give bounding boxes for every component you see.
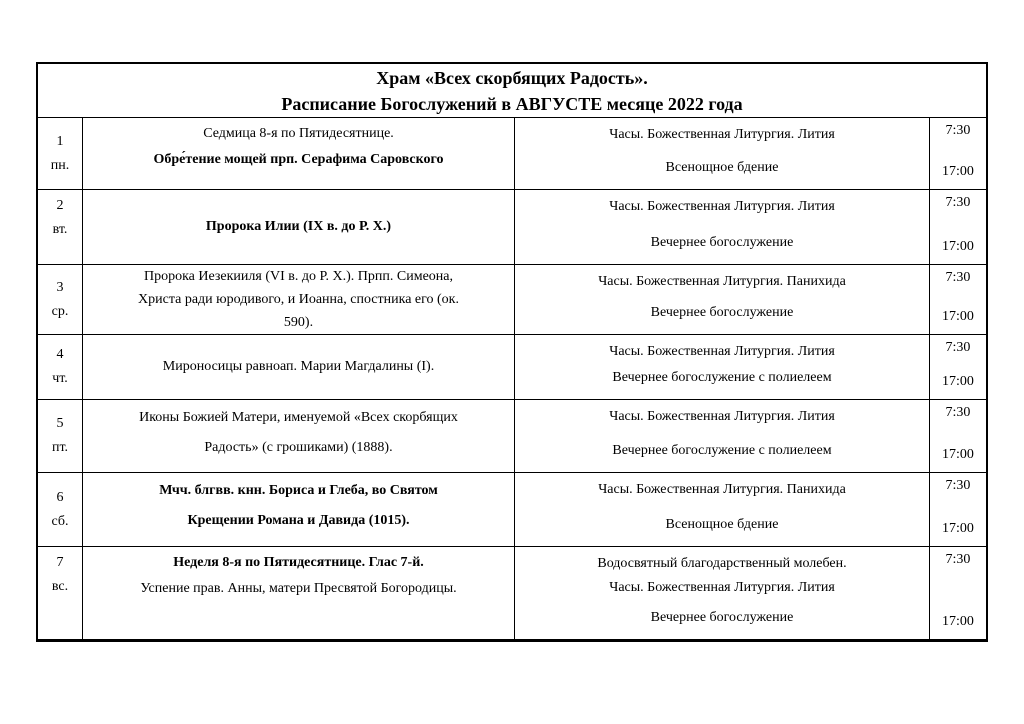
time-cell [929,473,986,546]
time-evening: 17:00 [942,614,974,629]
time-evening: 17:00 [942,521,974,536]
time-cell [929,118,986,189]
service-line: Всенощное бдение [665,517,779,532]
services-top [519,195,925,219]
day-weekday: вт. [52,222,68,237]
service-line: Часы. Божественная Литургия. Лития [609,344,835,359]
services-cell [514,335,929,399]
time-morning: 7:30 [945,195,971,210]
service-line: Часы. Божественная Литургия. Лития [609,127,835,142]
time-cell [929,400,986,472]
time-cell [929,335,986,399]
services-cell [514,473,929,546]
day-number: 5 [56,416,64,431]
table-row [38,189,986,264]
time-evening: 17:00 [942,164,974,179]
services-cell [514,118,929,189]
time-morning: 7:30 [945,270,971,285]
feast-line: Седмица 8-я по Пятидесятнице. [203,126,394,141]
day-cell [38,547,82,639]
feast-cell [82,190,514,264]
table-title [38,64,986,117]
services-top [519,405,925,429]
time-evening: 17:00 [942,239,974,254]
service-line: Часы. Божественная Литургия. Лития [609,580,835,595]
feast-cell [82,400,514,472]
service-line: Водосвятный благодарственный молебен. [597,556,847,571]
service-line: Часы. Божественная Литургия. Панихида [598,274,846,289]
services-cell [514,265,929,334]
services-cell [514,547,929,639]
service-line: Вечернее богослужение с полиелеем [612,443,832,458]
feast-cell [82,473,514,546]
time-morning: 7:30 [945,552,971,567]
time-evening: 17:00 [942,447,974,462]
day-cell [38,400,82,472]
feast-line: Крещении Романа и Давида (1015). [187,513,410,528]
service-line: Часы. Божественная Литургия. Лития [609,199,835,214]
table-row [38,399,986,472]
feast-line: Мироносицы равноап. Марии Магдалины (I). [162,359,435,374]
title-line-2: Расписание Богослужений в АВГУСТЕ месяце 2022 года [281,93,743,114]
table-row [38,334,986,399]
feast-cell [82,335,514,399]
day-number: 2 [56,198,64,213]
time-evening: 17:00 [942,374,974,389]
day-cell [38,335,82,399]
day-cell [38,265,82,334]
day-cell [38,118,82,189]
day-weekday: чт. [52,371,68,386]
feast-line: Иконы Божией Матери, именуемой «Всех скорбящих [139,410,458,425]
feast-line: Пророка Илии (IX в. до Р. Х.) [205,219,392,234]
table-row [38,546,986,639]
feast-line: Успение прав. Анны, матери Пресвятой Богородицы. [140,581,457,596]
feast-cell [82,118,514,189]
day-weekday: пт. [51,440,69,455]
day-number: 1 [56,133,64,149]
time-morning: 7:30 [945,340,971,355]
services-top [519,478,925,502]
services-top [519,270,925,294]
day-number: 7 [56,555,64,570]
day-number: 4 [56,347,64,362]
feast-line: Радость» (с грошиками) (1888). [204,440,393,455]
services-cell [514,400,929,472]
service-line: Вечернее богослужение [650,305,794,320]
services-top [519,552,925,600]
feast-line: Христа ради юродивого, и Иоанна, спостника его (ок. [138,292,459,307]
feast-cell [82,547,514,639]
day-weekday: вс. [51,579,69,594]
feast-cell [82,265,514,334]
day-number: 3 [56,279,64,295]
time-morning: 7:30 [945,123,971,138]
services-top [519,340,925,364]
time-cell [929,265,986,334]
service-line: Часы. Божественная Литургия. Лития [609,409,835,424]
time-morning: 7:30 [945,405,971,420]
day-weekday: пн. [50,157,70,173]
table-row [38,472,986,546]
feast-line: Мчч. блгвв. кнн. Бориса и Глеба, во Святом [159,483,438,498]
time-cell [929,547,986,639]
day-number: 6 [56,489,64,505]
feast-line: Пророка Иезекииля (VI в. до Р. Х.). Прпп. Симеона, [143,269,454,284]
table-row [38,264,986,334]
schedule-table [36,62,988,642]
day-weekday: сб. [51,513,69,529]
time-evening: 17:00 [942,309,974,324]
table-row [38,117,986,189]
service-line: Всенощное бдение [665,160,779,175]
day-cell [38,473,82,546]
services-cell [514,190,929,264]
day-weekday: ср. [51,303,69,319]
service-line: Часы. Божественная Литургия. Панихида [598,482,846,497]
service-line: Вечернее богослужение [650,235,794,250]
time-morning: 7:30 [945,478,971,493]
day-cell [38,190,82,264]
feast-line: Неделя 8-я по Пятидесятнице. Глас 7-й. [173,555,424,570]
title-line-1: Храм «Всех скорбящих Радость». [376,67,648,88]
time-cell [929,190,986,264]
services-top [519,123,925,147]
service-line: Вечернее богослужение с полиелеем [612,370,832,385]
service-line: Вечернее богослужение [650,610,794,625]
feast-line: 590). [283,315,314,330]
feast-line: Обре́тение мощей прп. Серафима Саровского [153,152,444,167]
